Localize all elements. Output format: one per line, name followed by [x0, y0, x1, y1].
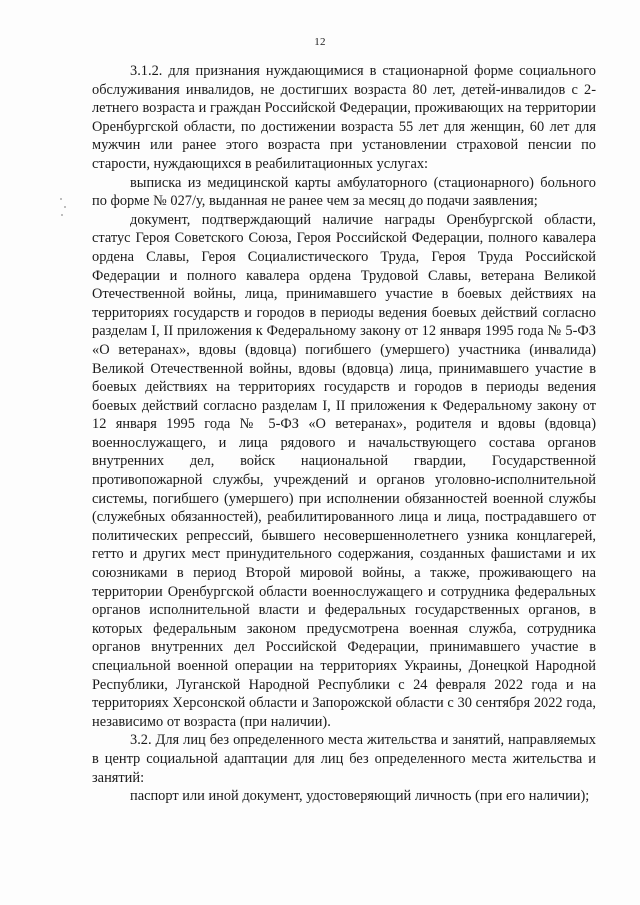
scan-speck	[60, 198, 62, 200]
paragraph-award-document: документ, подтверждающий наличие награды Оренбургской области, статус Героя Советского Союза, Героя Российской Федерации, полного кавалера ордена Славы, Героя Социалистического Труда, Героя Труда Российской Федерации и полного кавалера ордена Трудовой Славы, ветерана Великой Отечественной войны, лица, принимавшего участие в боевых действиях на территориях государств и городов в периоды ведения боевых действий согласно разделам I, II приложения к Федеральному закону от 12 января 1995 года № 5-ФЗ «О ветеранах», вдовы (вдовца) погибшего (умершего) участника (инвалида) Великой Отечественной войны, вдовы (вдовца) лица, принимавшего участие в боевых действиях на территориях государств и городов в периоды ведения боевых действий согласно разделам I, II приложения к Федеральному закону от 12 января 1995 года № 5-ФЗ «О ветеранах», родителя и вдовы (вдовца) военнослужащего, и лица рядового и начальствующего состава органов внутренних дел, войск национальной гвардии, Государственной противопожарной службы, учреждений и органов уголовно-исполнительной системы, погибшего (умершего) при исполнении обязанностей военной службы (служебных обязанностей), реабилитированного лица и лица, пострадавшего от политических репрессий, бывшего несовершеннолетнего узника концлагерей, гетто и других мест принудительного содержания, созданных фашистами и их союзниками в период Второй мировой войны, а также, проживающего на территории Оренбургской области военнослужащего и сотрудника федеральных органов исполнительной власти и федеральных государственных органов, в которых федеральным законом предусмотрена военная служба, сотрудника органов внутренних дел Российской Федерации, принимавшего участие в специальной военной операции на территориях Украины, Донецкой Народной Республики, Луганской Народной Республики с 24 февраля 2022 года и на территориях Херсонской области и Запорожской области с 30 сентября 2022 года, независимо от возраста (при наличии).	[92, 211, 596, 730]
document-body	[92, 62, 596, 806]
paragraph-medical-record: выписка из медицинской карты амбулаторного (стационарного) больного по форме № 027/у, выданная не ранее чем за месяц до подачи заявления;	[92, 174, 596, 210]
scan-speck	[61, 214, 63, 216]
page-number: 12	[314, 36, 326, 48]
paragraph-3-1-2: 3.1.2. для признания нуждающимися в стационарной форме социального обслуживания инвалидов, не достигших возраста 80 лет, детей-инвалидов с 2-летнего возраста и граждан Российской Федерации, проживающих на территории Оренбургской области, по достижении возраста 55 лет для женщин, 60 лет для мужчин или ранее этого возраста при установлении страховой пенсии по старости, нуждающихся в реабилитационных услугах:	[92, 63, 596, 172]
scan-speck	[64, 206, 66, 208]
paragraph-3-2: 3.2. Для лиц без определенного места жительства и занятий, направляемых в центр социальной адаптации для лиц без определенного места жительства и занятий:	[92, 732, 596, 786]
paragraph-passport: паспорт или иной документ, удостоверяющий личность (при его наличии);	[130, 788, 590, 805]
